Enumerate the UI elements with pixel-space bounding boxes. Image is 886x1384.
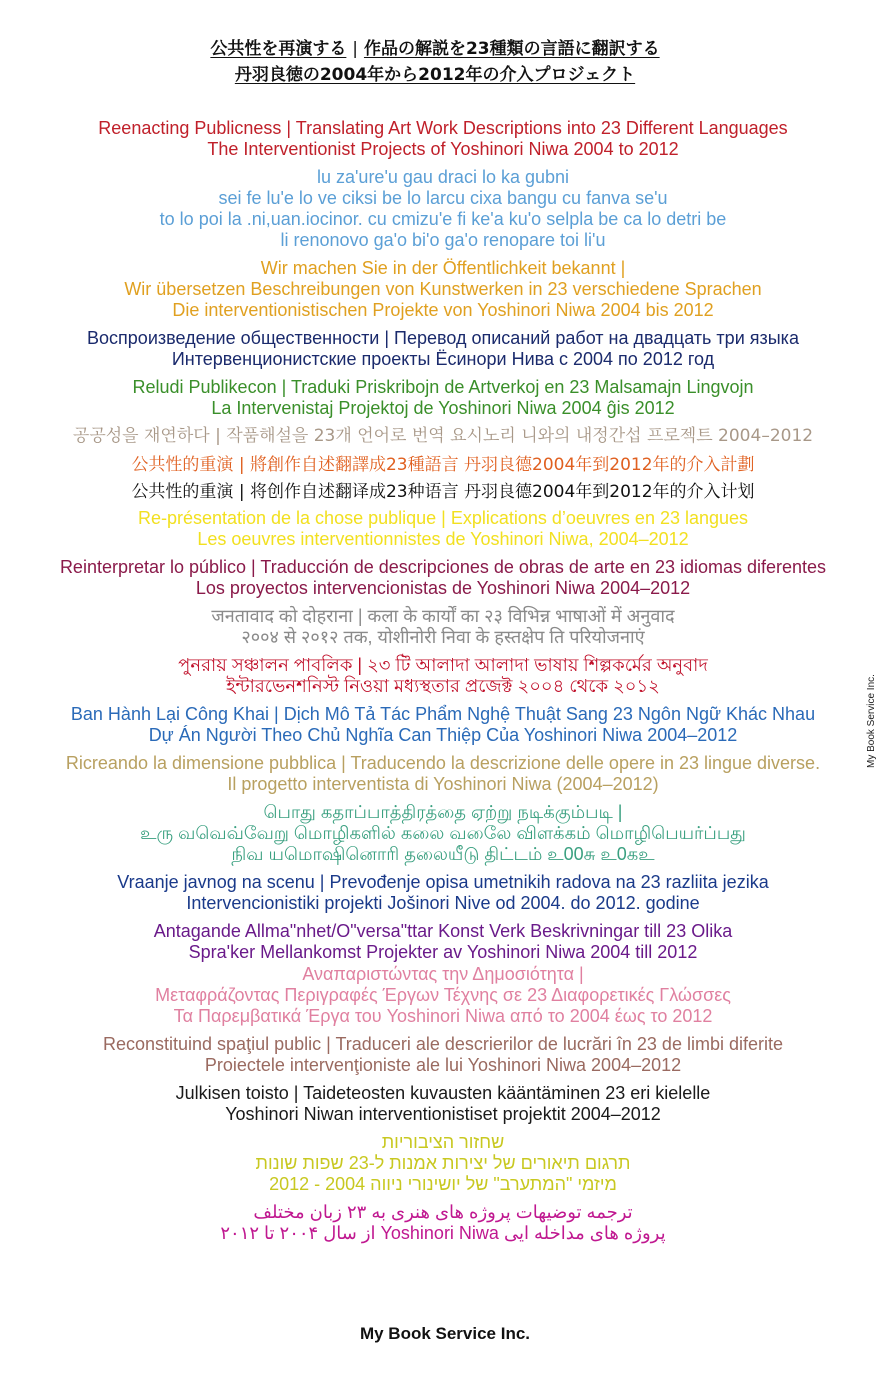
- translation-line: 公共性的重演 | 将创作自述翻译成23种语言 丹羽良德2004年到2012年的介入计划: [131, 482, 755, 502]
- translation-line: 공공성을 재연하다 | 작품해설을 23개 언어로 번역 요시노리 니와의 내정간섭 프로젝트 2004–2012: [72, 426, 814, 446]
- translation-line: Reenacting Publicness | Translating Art Work Descriptions into 23 Different Languages: [98, 118, 788, 138]
- translation-line: Ricreando la dimensione pubblica | Traducendo la descrizione delle opere in 23 lingue diverse.: [65, 753, 821, 773]
- title-line-2-text: 丹羽良徳の2004年から2012年の介入プロジェクト: [234, 65, 636, 85]
- translation-line: Τα Παρεμβατικά Έργα του Yoshinori Niwa από το 2004 έως το 2012: [173, 1006, 713, 1026]
- translation-block: [0, 753, 886, 795]
- translation-line: li renonovo ga'o bi'o ga'o renopare toi li'u: [280, 230, 606, 250]
- translation-block: [0, 557, 886, 599]
- translation-line: ترجمه توضیهات پروژه های هنری به ۲۳ زبان مختلف: [253, 1202, 633, 1222]
- translation-block: [0, 481, 886, 504]
- translation-line: Αναπαριστώντας την Δημοσιότητα |: [302, 964, 584, 984]
- translation-line: Die interventionistischen Projekte von Yoshinori Niwa 2004 bis 2012: [172, 300, 714, 320]
- translation-line: Reinterpretar lo público | Traducción de descripciones de obras de arte en 23 idiomas diferentes: [59, 557, 827, 577]
- translation-line: পুনরায় সঞ্চালন পাবলিক | ২৩ টি আলাদা আলাদা ভাষায় শিল্পকর্মের অনুবাদ: [178, 655, 708, 675]
- translation-block: [0, 1034, 886, 1076]
- translation-block: [0, 655, 886, 697]
- translation-block: [0, 508, 886, 550]
- translation-line: जनतावाद को दोहराना | कला के कार्यों का २३ विभिन्न भाषाओं में अनुवाद: [211, 606, 675, 626]
- translation-line: Spra'ker Mellankomst Projekter av Yoshinori Niwa 2004 till 2012: [188, 942, 698, 962]
- translation-line: Dự Án Người Theo Chủ Nghĩa Can Thiệp Của Yoshinori Niwa 2004–2012: [148, 725, 738, 745]
- translation-block: [0, 802, 886, 865]
- title-line-1-left: 公共性を再演する: [210, 39, 347, 59]
- title-line-2: [0, 62, 870, 88]
- translation-line: Re-présentation de la chose publique | Explications d’oeuvres en 23 langues: [137, 508, 749, 528]
- translation-line: Vraanje javnog na scenu | Prevođenje opisa umetnikih radova na 23 razliita jezika: [117, 872, 769, 892]
- translation-line: תרגום תיאורים של יצירות אמנות ל-23 שפות שונות: [255, 1153, 631, 1173]
- translation-line: La Intervenistaj Projektoj de Yoshinori Niwa 2004 ĝis 2012: [211, 398, 675, 418]
- translation-line: Μεταφράζοντας Περιγραφές Έργων Τέχνης σε 23 Διαφορετικές Γλώσσες: [155, 985, 731, 1005]
- translation-line: The Interventionist Projects of Yoshinori Niwa 2004 to 2012: [207, 139, 679, 159]
- side-credit-text: My Book Service Inc.: [866, 674, 877, 768]
- translation-line: Proiectele intervenţioniste ale lui Yoshinori Niwa 2004–2012: [204, 1055, 682, 1075]
- title-line-1-right: 作品の解説を23種類の言語に翻訳する: [363, 39, 660, 59]
- translation-line: பொது கதாப்பாத்திரத்தை ஏற்று நடிக்கும்படி |: [263, 802, 623, 822]
- translation-line: پروژه های مداخله ایی Yoshinori Niwa از سال ۲۰۰۴ تا ۲۰۱۲: [220, 1223, 666, 1243]
- translation-line: מיזמי "המתערב" של יושינורי ניווה 2004 - 2012: [269, 1174, 617, 1194]
- translation-line: Les oeuvres interventionnistes de Yoshinori Niwa, 2004–2012: [197, 529, 689, 549]
- translation-line: lu za'ure'u gau draci lo ka gubni: [316, 167, 570, 187]
- translation-line: நிவ யமொஷினொரி தலையீடு திட்டம் உ00சு உ0கஉ: [231, 844, 655, 864]
- translation-block: [0, 921, 886, 963]
- translation-block: [0, 1083, 886, 1125]
- translation-line: Wir übersetzen Beschreibungen von Kunstwerken in 23 verschiedene Sprachen: [124, 279, 762, 299]
- translation-block: [0, 606, 886, 648]
- translation-line: உரு வவெவ்வேறு மொழிகளில் கலை வலேை விளக்கம் மொழிபெயர்ப்பது: [140, 823, 746, 843]
- translation-block: [0, 377, 886, 419]
- publisher-footer: My Book Service Inc.: [359, 1324, 531, 1343]
- translation-line: Интервенционистские проекты Ёсинори Нива с 2004 по 2012 год: [171, 349, 715, 369]
- title-line-1: [0, 36, 870, 62]
- translation-line: Wir machen Sie in der Öffentlichkeit bekannt |: [260, 258, 626, 278]
- translation-block: [0, 1132, 886, 1195]
- translation-line: Il progetto interventista di Yoshinori Niwa (2004–2012): [227, 774, 659, 794]
- translation-block: [0, 258, 886, 321]
- translation-line: Intervencionistiki projekti Jošinori Nive od 2004. do 2012. godine: [186, 893, 700, 913]
- translation-line: २००४ से २०१२ तक, योशीनोरी निवा के हस्तक्षेप ति परियोजनाएं: [241, 627, 645, 647]
- translation-line: Antagande Allma"nhet/O"versa"ttar Konst Verk Beskrivningar till 23 Olika: [153, 921, 733, 941]
- translation-line: Julkisen toisto | Taideteosten kuvausten kääntäminen 23 eri kielelle: [175, 1083, 711, 1103]
- translations-list: [0, 118, 886, 1251]
- translation-block: [0, 872, 886, 914]
- translation-block: [0, 454, 886, 477]
- translation-line: Reludi Publikecon | Traduki Priskribojn de Artverkoj en 23 Malsamajn Lingvojn: [132, 377, 754, 397]
- translation-block: [0, 167, 886, 251]
- translation-line: ইন্টারভেনশনিস্ট নিওয়া মধ্যস্থতার প্রজেক্ট ২০০৪ থেকে ২০১২: [226, 676, 660, 696]
- vertical-publisher-credit: [862, 640, 882, 770]
- japanese-title: [0, 36, 870, 88]
- translation-line: Воспроизведение общественности | Перевод описаний работ на двадцать три языка: [87, 328, 799, 348]
- translation-line: Ban Hành Lại Công Khai | Dịch Mô Tả Tác Phẩm Nghệ Thuật Sang 23 Ngôn Ngữ Khác Nhau: [70, 704, 816, 724]
- translation-block: [0, 328, 886, 370]
- title-separator: |: [352, 39, 359, 59]
- translation-block: [0, 704, 886, 746]
- translation-block: [0, 118, 886, 160]
- translation-line: to lo poi la .ni,uan.iocinor. cu cmizu'e fi ke'a ku'o selpla be ca lo detri be: [159, 209, 727, 229]
- translation-line: 公共性的重演 | 將創作自述翻譯成23種語言 丹羽良德2004年到2012年的介入計劃: [131, 455, 755, 475]
- translation-line: Los proyectos intervencionistas de Yoshinori Niwa 2004–2012: [195, 578, 691, 598]
- translation-block: [0, 426, 886, 447]
- translation-block: [0, 1202, 886, 1244]
- translation-line: Yoshinori Niwan interventionistiset projektit 2004–2012: [225, 1104, 661, 1124]
- translation-line: שחזור הציבוריות: [381, 1132, 505, 1152]
- translation-line: Reconstituind spaţiul public | Traduceri ale descrierilor de lucrări în 23 de limbi diferite: [102, 1034, 783, 1054]
- translation-block: [0, 964, 886, 1027]
- translation-line: sei fe lu'e lo ve ciksi be lo larcu cixa bangu cu fanva se'u: [218, 188, 668, 208]
